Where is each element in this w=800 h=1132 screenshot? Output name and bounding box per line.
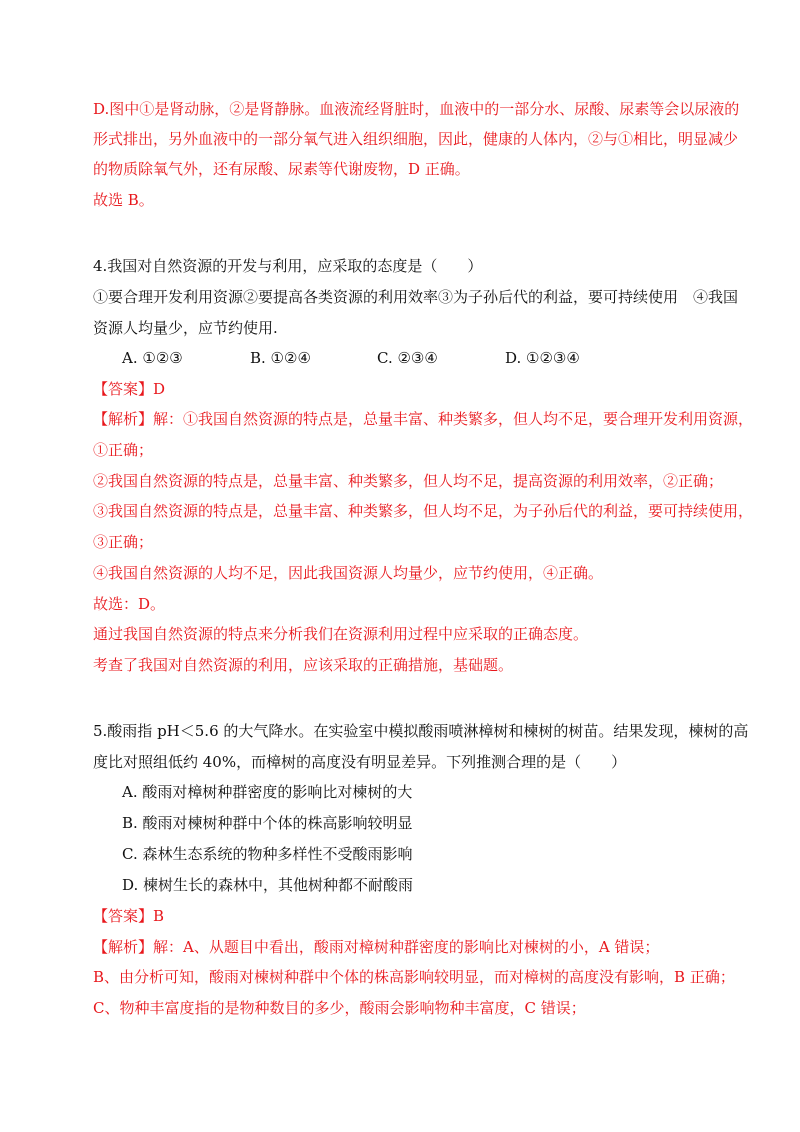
q4-answer: 【答案】D [93,380,166,398]
q5-option-b: B. 酸雨对楝树种群中个体的株高影响较明显 [122,814,413,832]
q5-option-c: C. 森林生态系统的物种多样性不受酸雨影响 [122,845,413,863]
q5-option-d: D. 楝树生长的森林中，其他树种都不耐酸雨 [122,876,414,894]
q4-analysis-line-9: 考查了我国对自然资源的利用，应该采取的正确措施，基础题。 [93,656,514,674]
q4-analysis-line-8: 通过我国自然资源的特点来分析我们在资源利用过程中应采取的正确态度。 [93,625,589,643]
q3-conclusion: 故选 B。 [93,191,154,209]
q5-stem: 5.酸雨指 pH＜5.6 的大气降水。在实验室中模拟酸雨喷淋樟树和楝树的树苗。结果发现，楝树的高 [93,722,749,740]
q5-answer: 【答案】B [93,907,165,925]
q5-option-a: A. 酸雨对樟树种群密度的影响比对楝树的大 [122,783,413,801]
q4-analysis-line-3: ②我国自然资源的特点是，总量丰富、种类繁多，但人均不足，提高资源的利用效率，②正确； [93,472,724,490]
q4-stem-line-2: ①要合理开发利用资源②要提高各类资源的利用效率③为子孙后代的利益，要可持续使用 ④我国 [93,288,739,306]
q3-analysis-line-1: D.图中①是肾动脉，②是肾静脉。血液流经肾脏时，血液中的一部分水、尿酸、尿素等会以尿液的 [93,100,740,118]
q4-analysis-line-4: ③我国自然资源的特点是，总量丰富、种类繁多，但人均不足，为子孙后代的利益，要可持续使用， [93,502,754,520]
q5-stem-line-2: 度比对照组低约 40%，而樟树的高度没有明显差异。下列推测合理的是（ ） [93,753,627,771]
q4-analysis-line-5: ③正确； [93,533,154,551]
q4-analysis-line-6: ④我国自然资源的人均不足，因此我国资源人均量少，应节约使用，④正确。 [93,564,604,582]
q5-analysis-line-1: 【解析】解：A、从题目中看出，酸雨对樟树种群密度的影响比对楝树的小，A 错误； [93,938,660,956]
q4-conclusion: 故选：D。 [93,595,166,613]
q4-option-d: D. ①②③④ [505,349,580,367]
q3-analysis-line-3: 的物质除氧气外，还有尿酸、尿素等代谢废物，D 正确。 [93,160,470,178]
q4-stem-line-3: 资源人均量少，应节约使用. [93,319,278,337]
q4-analysis-line-2: ①正确； [93,441,154,459]
q4-option-a: A. ①②③ [122,349,183,367]
q5-analysis-line-3: C、物种丰富度指的是物种数目的多少，酸雨会影响物种丰富度，C 错误； [93,999,586,1017]
q5-analysis-line-2: B、由分析可知，酸雨对楝树种群中个体的株高影响较明显，而对樟树的高度没有影响，B 正确； [93,968,735,986]
q3-analysis-line-2: 形式排出，另外血液中的一部分氧气进入组织细胞，因此，健康的人体内，②与①相比，明显减少 [93,130,739,148]
q4-option-b: B. ①②④ [250,349,311,367]
q4-analysis-line-1: 【解析】解：①我国自然资源的特点是，总量丰富、种类繁多，但人均不足，要合理开发利用资源， [93,410,754,428]
q4-stem: 4.我国对自然资源的开发与利用，应采取的态度是（ ） [93,257,483,275]
q4-option-c: C. ②③④ [377,349,438,367]
